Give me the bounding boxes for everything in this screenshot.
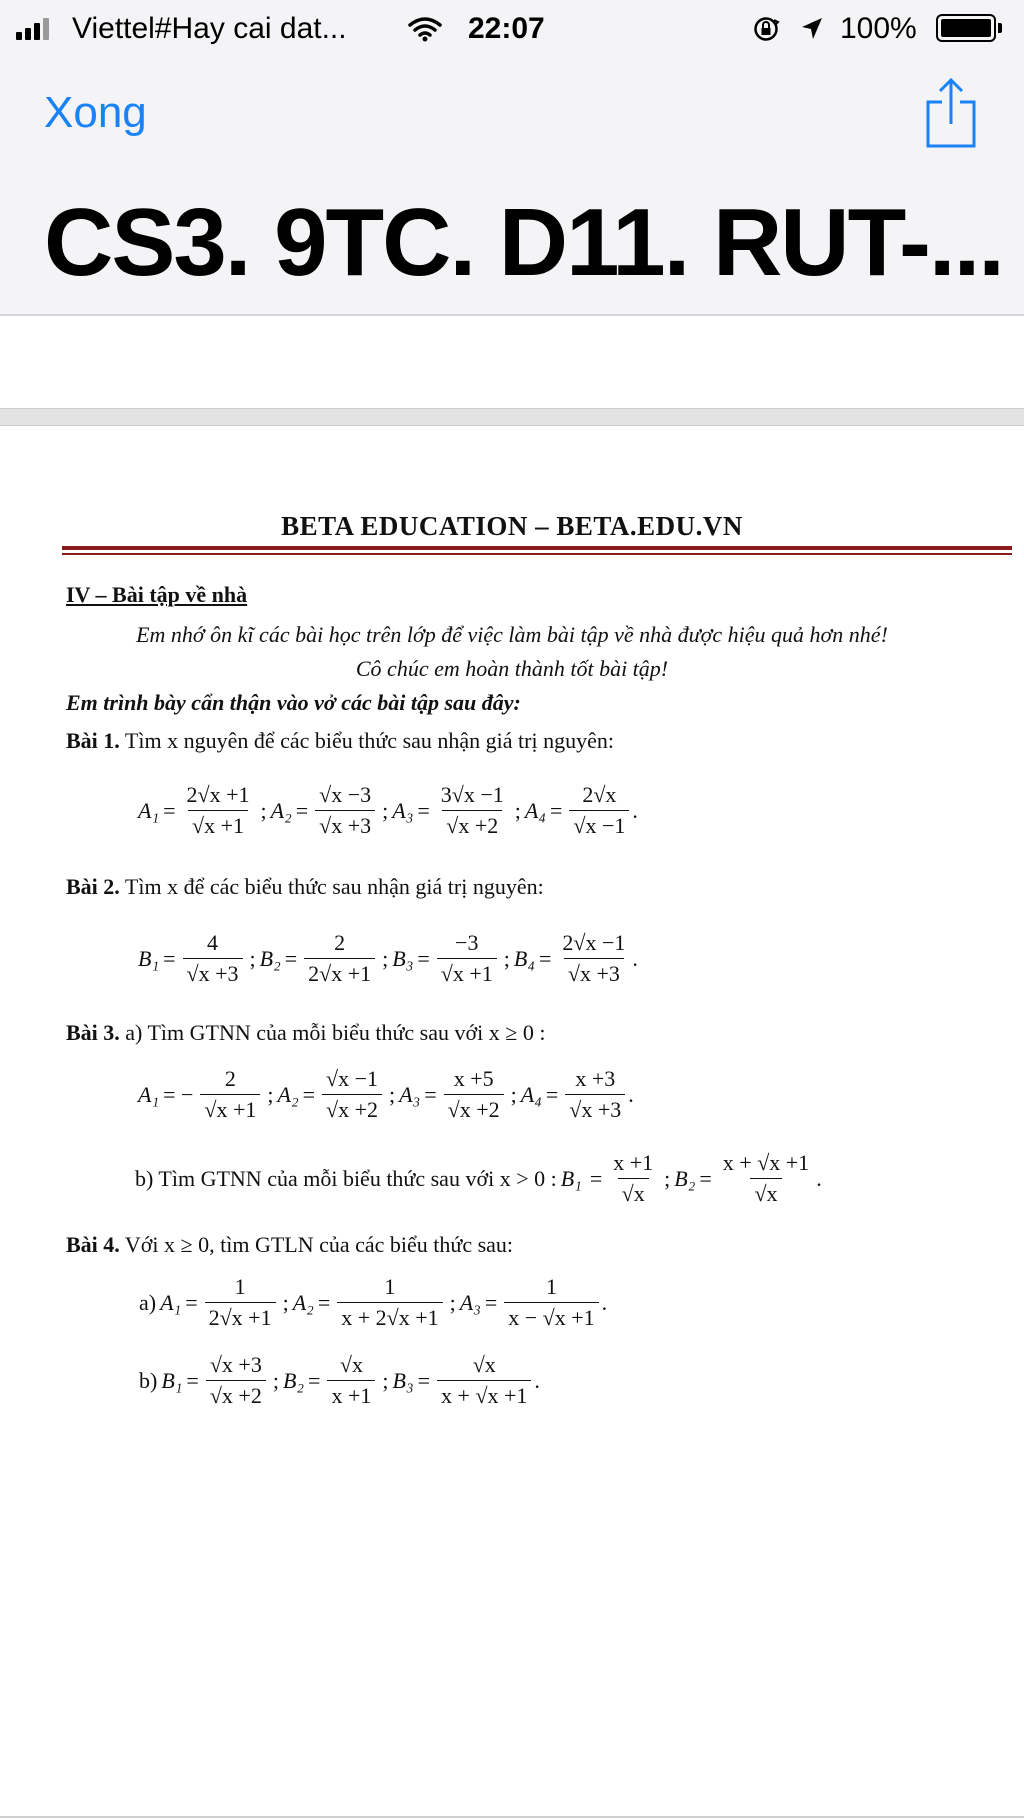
fraction: $\frac{√x -3}{√x +3}$: [315, 782, 375, 839]
fraction: $\frac{√x}{x + √x +1}$: [437, 1352, 531, 1409]
problem-label: Bài 4.: [66, 1232, 120, 1257]
problem-text: Tìm x để các biểu thức sau nhận giá trị nguyên:: [124, 874, 544, 899]
problem-2: [66, 874, 544, 900]
section-title: IV – Bài tập về nhà: [66, 582, 248, 607]
instruction: Em trình bày cẩn thận vào vở các bài tập sau đây:: [66, 690, 521, 715]
battery-tip: [998, 23, 1002, 33]
document-header: BETA EDUCATION – BETA.EDU.VN: [281, 511, 743, 541]
fraction: $\frac{4}{√x +3}$: [183, 930, 243, 987]
document-page[interactable]: [0, 426, 1024, 1820]
problem-text: Với x ≥ 0, tìm GTLN của các biểu thức sau:: [124, 1232, 514, 1257]
fraction: $\frac{x +3}{√x +3}$: [565, 1066, 625, 1123]
intro-line-2: Cô chúc em hoàn thành tốt bài tập!: [355, 656, 669, 681]
fraction: $\frac{√x}{x +1}$: [327, 1352, 375, 1409]
problem-text: a) Tìm GTNN của mỗi biểu thức sau với x ≥ 0 :: [125, 1020, 546, 1045]
fraction: $\frac{√x -1}{√x +2}$: [322, 1066, 382, 1123]
problem-1-formulas: A₁ = $\frac{2√x +1}{√x +1}$ ; A₂ = $\frac{√x -3}{√x +3}$ ; A₃ = $\frac{3√x -1}{√x +2}$ ; A₄ = $\frac{2√x}{√x -1}$ .: [138, 782, 638, 838]
fraction: $\frac{2}{2√x +1}$: [304, 930, 375, 987]
fraction: $\frac{2√x +1}{√x +1}$: [186, 782, 250, 838]
carrier-name: Viettel#Hay cai dat...: [72, 12, 347, 45]
intro-line-1: Em nhớ ôn kĩ các bài học trên lớp để việc làm bài tập về nhà được hiệu quả hơn nhé!: [136, 622, 888, 647]
problem-3b: b) Tìm GTNN của mỗi biểu thức sau với x > 0 : B₁ = $\frac{x +1}{√x}$ ; B₂ = $\frac{x + √x +1}{√x}$ .: [135, 1150, 822, 1206]
rotation-lock-icon: [752, 16, 782, 42]
fraction: $\frac{-3}{√x +1}$: [437, 930, 497, 987]
fraction: $\frac{√x +3}{√x +2}$: [206, 1352, 266, 1409]
problem-4a-formulas: a) A₁ = $\frac{1}{2√x +1}$ ; A₂ = $\frac{1}{x + 2√x +1}$ ; A₃ = $\frac{1}{x - √x +1}$ .: [139, 1274, 608, 1330]
fraction: $\frac{x +1}{√x}$: [613, 1150, 654, 1206]
page-separator: [0, 408, 1024, 426]
problem-1: [66, 728, 614, 754]
problem-label: Bài 2.: [66, 874, 120, 899]
problem-text: Tìm x nguyên để các biểu thức sau nhận giá trị nguyên:: [124, 728, 614, 753]
fraction: $\frac{3√x -1}{√x +2}$: [440, 782, 504, 838]
document-title: CS3. 9TC. D11. RUT-...: [44, 189, 1003, 296]
share-icon[interactable]: [922, 76, 980, 150]
navigation-header: [0, 58, 1024, 316]
header-rule: [62, 546, 1012, 550]
done-button[interactable]: Xong: [44, 88, 147, 137]
page-bottom-border: [0, 1816, 1024, 1818]
problem-4b-formulas: b) B₁ = $\frac{√x +3}{√x +2}$ ; B₂ = $\frac{√x}{x +1}$ ; B₃ = $\frac{√x}{x + √x +1}$ .: [139, 1352, 540, 1408]
header-rule-thin: [62, 553, 1012, 555]
status-bar: [0, 0, 1024, 58]
fraction: $\frac{2}{√x +1}$: [200, 1066, 260, 1123]
location-arrow-icon: [800, 16, 824, 42]
problem-4: [66, 1232, 513, 1258]
fraction: $\frac{2√x -1}{√x +3}$: [562, 930, 626, 986]
problem-2-formulas: B₁ = $\frac{4}{√x +3}$ ; B₂ = $\frac{2}{2√x +1}$ ; B₃ = $\frac{-3}{√x +1}$ ; B₄ = $\frac{2√x -1}{√x +3}$ .: [138, 930, 638, 986]
signal-strength-icon: [16, 18, 49, 40]
problem-label: Bài 1.: [66, 728, 120, 753]
problem-3b-text: b) Tìm GTNN của mỗi biểu thức sau với x > 0 :: [135, 1165, 557, 1191]
problem-3a-formulas: A₁ = − $\frac{2}{√x +1}$ ; A₂ = $\frac{√x -1}{√x +2}$ ; A₃ = $\frac{x +5}{√x +2}$ ; A₄ = $\frac{x +3}{√x +3}$ .: [138, 1066, 634, 1122]
wifi-icon: [408, 16, 442, 42]
battery-percent: 100%: [840, 12, 917, 45]
fraction: $\frac{1}{x + 2√x +1}$: [337, 1274, 442, 1331]
clock: 22:07: [468, 12, 545, 45]
fraction: $\frac{1}{2√x +1}$: [205, 1274, 276, 1331]
fraction: $\frac{1}{x - √x +1}$: [504, 1274, 598, 1331]
battery-fill: [941, 19, 991, 37]
fraction: $\frac{x +5}{√x +2}$: [444, 1066, 504, 1123]
problem-3: [66, 1020, 545, 1046]
problem-label: Bài 3.: [66, 1020, 120, 1045]
battery-icon: [936, 14, 996, 42]
fraction: $\frac{x + √x +1}{√x}$: [722, 1150, 810, 1206]
fraction: $\frac{2√x}{√x -1}$: [569, 782, 629, 839]
